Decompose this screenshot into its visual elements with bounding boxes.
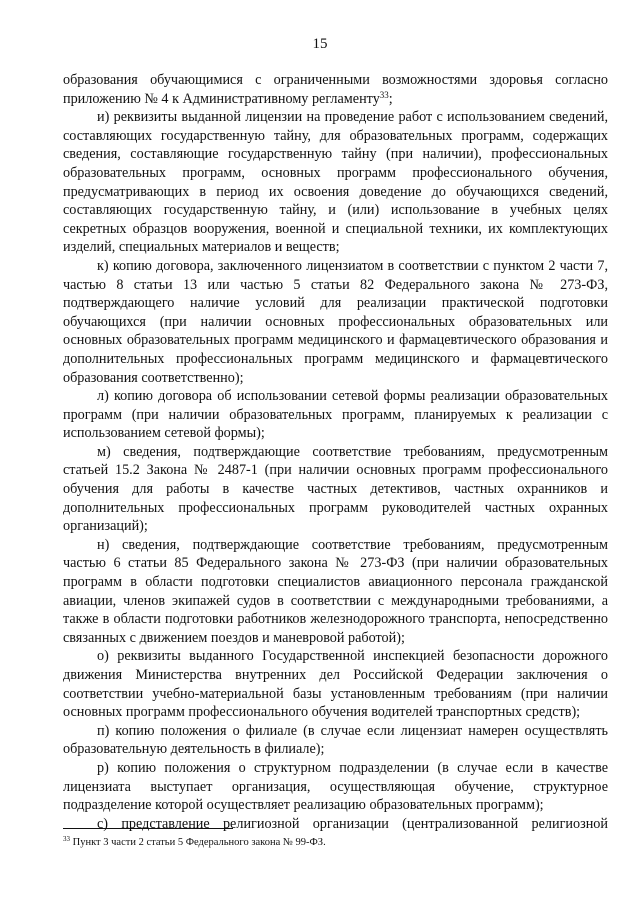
paragraph-text: образования обучающимися с ограниченными возможностями здоровья согласно приложению № 4 к Административному регламенту <box>63 72 608 107</box>
paragraph-item-s: с) представление религиозной организации (централизованной религиозной <box>97 815 608 832</box>
footnote-text: Пункт 3 части 2 статьи 5 Федерального закона № 99-ФЗ. <box>72 837 326 848</box>
paragraph-item-l: л) копию договора об использовании сетевой формы реализации образовательных программ (при наличии образовательных программ, планируемых к реализации с использованием сетевой формы); <box>63 388 608 442</box>
paragraph-item-n: н) сведения, подтверждающие соответствие требованиям, предусмотренным частью 6 статьи 85 Федерального закона № 273-ФЗ (при наличии образовательных программ в области подготовки специалистов авиационного персонала гражданской авиации, членов экипажей судов в соответствии с международными требованиями, а также в области подготовки работников железнодорожного транспорта, непосредственно связанных с движением поездов и маневровой работой); <box>63 536 608 646</box>
footnote-separator <box>63 828 233 829</box>
footnote-number: 33 <box>63 835 70 843</box>
paragraph-punctuation: ; <box>388 90 393 107</box>
paragraph-continuation <box>63 71 608 108</box>
paragraph-item-m: м) сведения, подтверждающие соответствие требованиям, предусмотренным статьей 15.2 Закона № 2487-1 (при наличии основных программ профессионального обучения для работы в качестве частных детективов, частных охранников и дополнительных профессиональных программ руководителей частных охранных организаций); <box>63 443 608 535</box>
footnote <box>63 836 608 849</box>
paragraph-item-o: о) реквизиты выданного Государственной инспекцией безопасности дорожного движения Министерства внутренних дел Российской Федерации заключения о соответствии учебно-материальной базы установленным требованиям (при наличии основных программ профессионального обучения водителей транспортных средств); <box>63 648 608 721</box>
document-body <box>63 71 608 833</box>
page-number: 15 <box>312 36 328 52</box>
paragraph-item-i: и) реквизиты выданной лицензии на проведение работ с использованием сведений, составляющих государственную тайну, для образовательных программ, содержащих сведения, составляющие государственную тайну (при наличии), профессиональных образовательных программ, основных программ профессионального обучения, предусматривающих в период их освоения доведение до обучающихся сведений, составляющих государственную тайну, и (или) использование в учебных целях секретных образцов вооружения, военной и специальной техники, их комплектующих изделий, специальных материалов и веществ; <box>63 109 608 256</box>
paragraph-item-r: р) копию положения о структурном подразделении (в случае если в качестве лицензиата выступает организация, осуществляющая обучение, структурное подразделение которой осуществляет реализацию образовательных программ); <box>63 759 608 814</box>
footnote-reference: 33 <box>379 89 389 100</box>
paragraph-item-p: п) копию положения о филиале (в случае если лицензиат намерен осуществлять образовательную деятельность в филиале); <box>63 722 608 758</box>
paragraph-item-k: к) копию договора, заключенного лицензиатом в соответствии с пунктом 2 части 7, частью 8 статьи 13 или частью 5 статьи 82 Федерального закона № 273-ФЗ, подтверждающего наличие условий для реализации практической подготовки обучающихся (при наличии основных профессиональных образовательных или основных образовательных программ медицинского и фармацевтического образования и дополнительных профессиональных программ медицинского и фармацевтического образования соответственно); <box>63 257 608 386</box>
